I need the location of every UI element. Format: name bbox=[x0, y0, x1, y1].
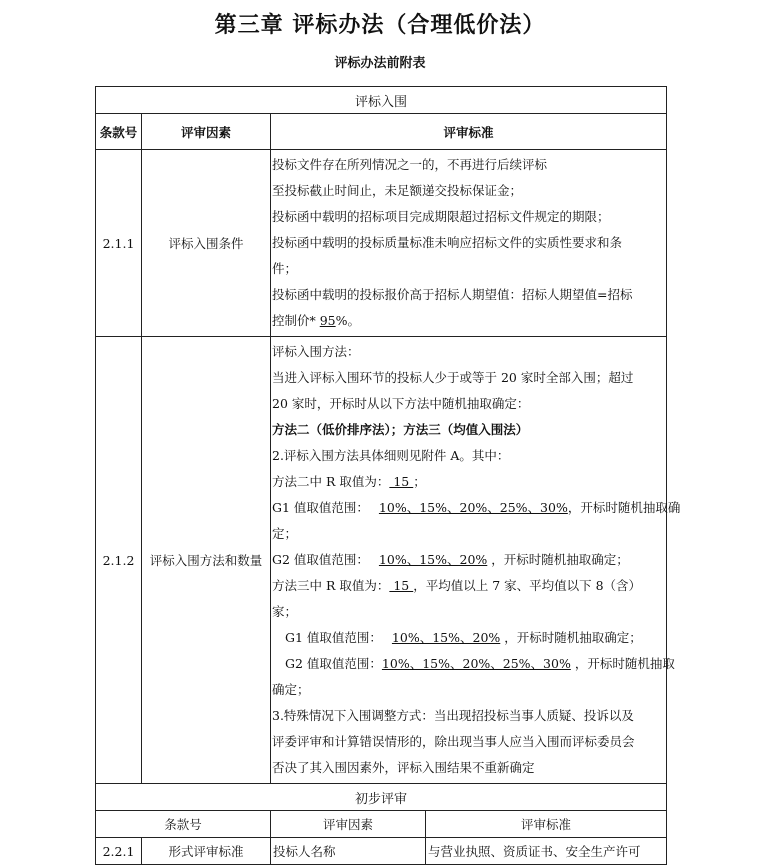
r-value: 15 bbox=[389, 578, 414, 593]
std-text: 控制价* bbox=[272, 313, 320, 328]
table-subtitle: 评标办法前附表 bbox=[334, 56, 426, 71]
std-line bbox=[272, 547, 665, 573]
std-line bbox=[272, 469, 665, 495]
range-value: 10%、15%、20% bbox=[378, 552, 488, 567]
range-value: 10%、15%、20% bbox=[391, 630, 501, 645]
std-line: 投标函中载明的招标项目完成期限超过招标文件规定的期限； bbox=[272, 209, 610, 224]
std-line: 评标入围方法： bbox=[272, 344, 360, 359]
category-2-2-1: 形式评审标准 bbox=[142, 838, 271, 865]
std-text: 方法二中 R 取值为： bbox=[272, 474, 390, 489]
std-line: 3.特殊情况下入围调整方式：当出现招投标当事人质疑、投诉以及 bbox=[272, 708, 634, 723]
std-line: 家； bbox=[272, 604, 298, 619]
standard-2-2-1: 与营业执照、资质证书、安全生产许可 bbox=[426, 838, 667, 865]
range-value: 10%、15%、20%、25%、30% bbox=[378, 500, 568, 515]
factor-2-2-1: 投标人名称 bbox=[271, 838, 426, 865]
std-text: G2 值取值范围： bbox=[272, 552, 369, 567]
percentage-value: 95 bbox=[319, 313, 336, 328]
std-text: %。 bbox=[335, 313, 361, 328]
r-value: 15 bbox=[389, 474, 414, 489]
std-line bbox=[272, 495, 681, 521]
std-text: G1 值取值范围： bbox=[272, 500, 369, 515]
std-line bbox=[272, 625, 665, 651]
evaluation-table bbox=[95, 86, 681, 865]
header-factor: 评审因素 bbox=[271, 811, 426, 838]
std-text: G1 值取值范围： bbox=[285, 630, 382, 645]
std-line: 至投标截止时间止，未足额递交投标保证金； bbox=[272, 183, 523, 198]
section1-title: 评标入围 bbox=[96, 87, 667, 114]
std-line: 投标函中载明的投标质量标准未响应招标文件的实质性要求和条 bbox=[272, 235, 623, 250]
table-row-2-2-1 bbox=[96, 838, 667, 865]
std-text: 方法三中 R 取值为： bbox=[272, 578, 390, 593]
std-line: 确定； bbox=[272, 682, 310, 697]
table-row-2-1-2 bbox=[96, 337, 667, 784]
std-line: 投标文件存在所列情况之一的，不再进行后续评标 bbox=[272, 157, 548, 172]
factor-2-1-1: 评标入围条件 bbox=[142, 150, 271, 337]
section1-header-row bbox=[96, 114, 667, 150]
std-line: 投标函中载明的投标报价高于招标人期望值：招标人期望值=招标 bbox=[272, 287, 633, 302]
header-standard: 评审标准 bbox=[426, 811, 667, 838]
header-standard: 评审标准 bbox=[271, 114, 667, 150]
std-text: ； bbox=[413, 474, 426, 489]
factor-2-1-2: 评标入围方法和数量 bbox=[142, 337, 271, 784]
std-text: ，开标时随机抽取 bbox=[570, 656, 675, 671]
section2-title: 初步评审 bbox=[96, 784, 667, 811]
std-line: 定； bbox=[272, 526, 298, 541]
section2-band-row bbox=[96, 784, 667, 811]
range-value: 10%、15%、20%、25%、30% bbox=[381, 656, 571, 671]
std-text: ，平均值以上 7 家、平均值以下 8（含） bbox=[413, 578, 642, 593]
std-text: G2 值取值范围： bbox=[285, 656, 382, 671]
standard-2-1-2 bbox=[271, 337, 681, 784]
clause-2-1-1: 2.1.1 bbox=[96, 150, 142, 337]
header-clause: 条款号 bbox=[96, 114, 142, 150]
section1-band-row bbox=[96, 87, 667, 114]
page-title: 第三章 评标办法（合理低价法） bbox=[214, 13, 546, 38]
std-line: 否决了其入围因素外，评标入围结果不重新确定 bbox=[272, 760, 535, 775]
std-line bbox=[272, 573, 665, 599]
table-row-2-1-1 bbox=[96, 150, 667, 337]
clause-2-2-1: 2.2.1 bbox=[96, 838, 142, 865]
std-line: 件； bbox=[272, 261, 298, 276]
std-line bbox=[272, 651, 675, 677]
std-text: ，开标时随机抽取确定； bbox=[500, 630, 642, 645]
std-line: 20 家时，开标时从以下方法中随机抽取确定： bbox=[272, 396, 530, 411]
std-line: 2.评标入围方法具体细则见附件 A。其中： bbox=[272, 448, 510, 463]
header-clause: 条款号 bbox=[96, 811, 271, 838]
section2-header-row bbox=[96, 811, 667, 838]
method-line: 方法二（低价排序法）；方法三（均值入围法） bbox=[272, 422, 529, 437]
std-line: 当进入评标入围环节的投标人少于或等于 20 家时全部入围；超过 bbox=[272, 370, 634, 385]
standard-2-1-1 bbox=[271, 150, 667, 337]
std-text: ，开标时随机抽取确定； bbox=[487, 552, 629, 567]
header-factor: 评审因素 bbox=[142, 114, 271, 150]
std-text: ，开标时随机抽取确 bbox=[567, 500, 681, 515]
clause-2-1-2: 2.1.2 bbox=[96, 337, 142, 784]
std-line: 评委评审和计算错误情形的，除出现当事人应当入围而评标委员会 bbox=[272, 734, 635, 749]
std-line bbox=[272, 308, 665, 334]
